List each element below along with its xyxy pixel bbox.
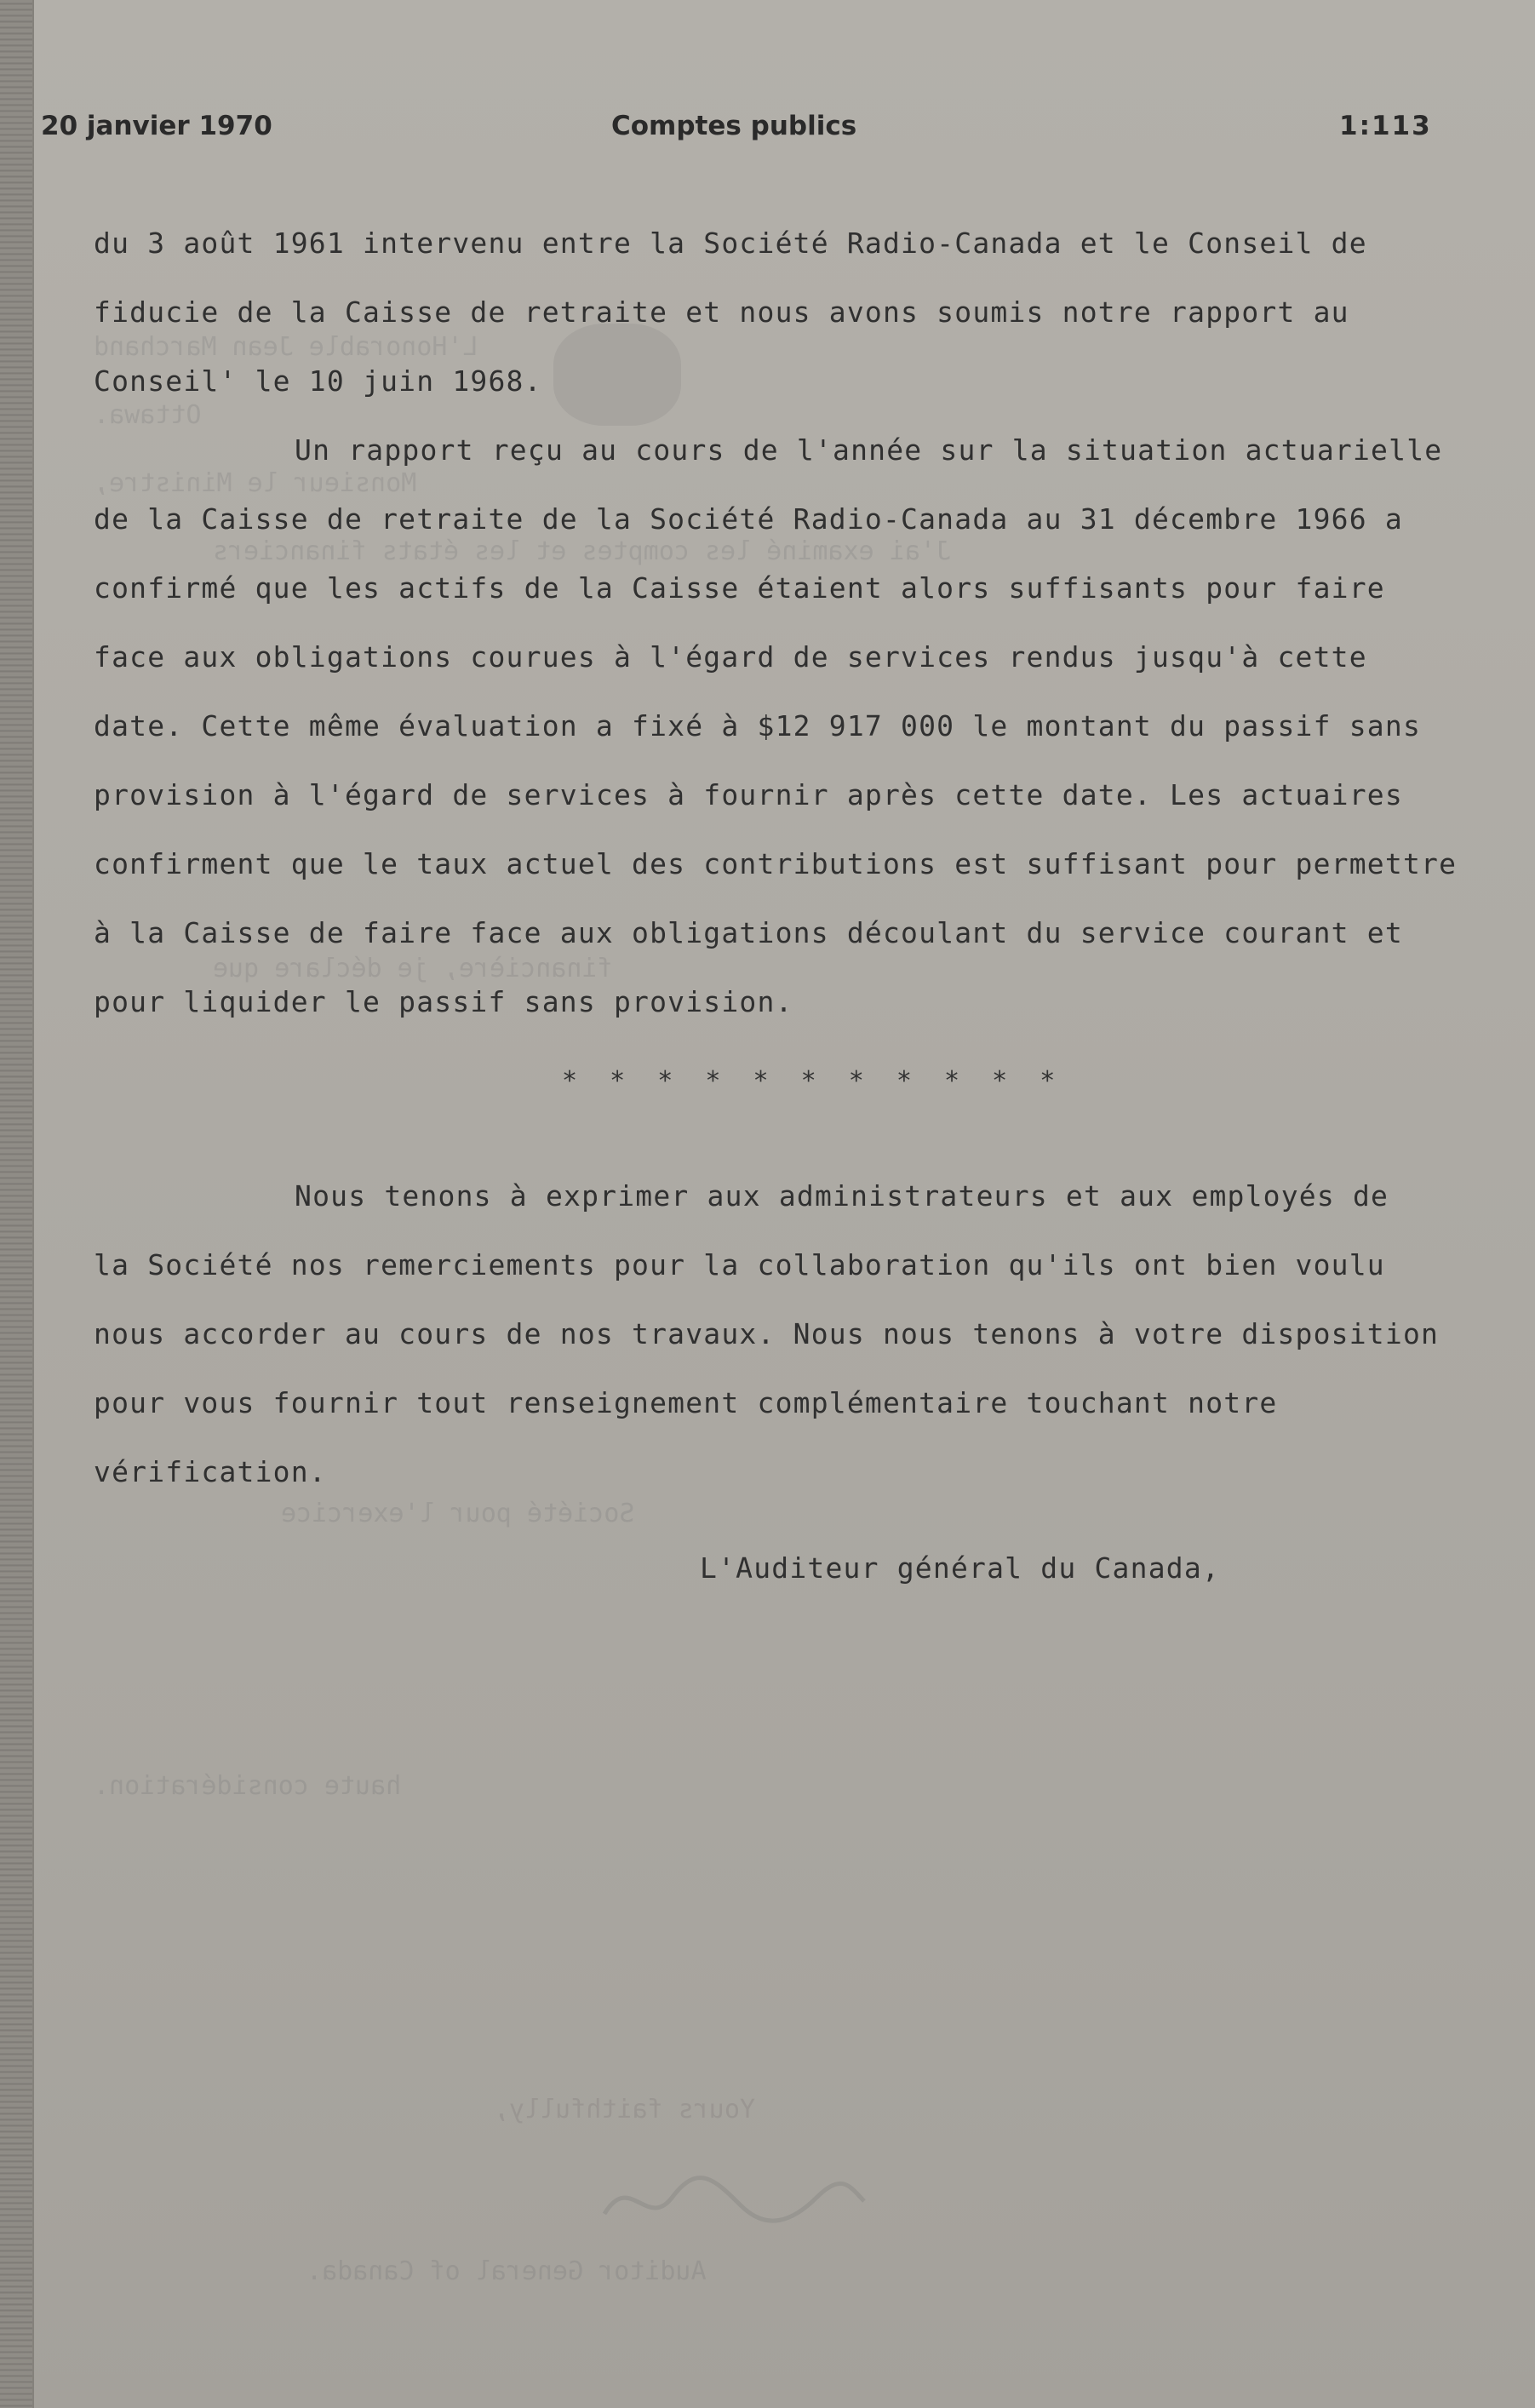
paragraph-2-line: confirment que le taux actuel des contributions est suffisant pour permettre (94, 847, 1458, 880)
header-date: 20 janvier 1970 (41, 111, 272, 141)
paragraph-3-line: nous accorder au cours de nos travaux. Nous nous tenons à votre disposition (94, 1317, 1440, 1350)
page-header (32, 111, 1535, 153)
section-separator: * * * * * * * * * * * (562, 1066, 1064, 1096)
show-through-text: Yours faithfully, (494, 2095, 756, 2124)
paragraph-3-line: pour vous fournir tout renseignement complémentaire touchant notre (94, 1386, 1278, 1419)
paragraph-2-line: date. Cette même évaluation a fixé à $12 917 000 le montant du passif sans (94, 709, 1422, 742)
paragraph-2-line: provision à l'égard de services à fournir après cette date. Les actuaires (94, 778, 1403, 811)
show-through-text: J'ai examiné les comptes et les états financiers (213, 536, 951, 566)
header-page-number: 1:113 (1339, 111, 1432, 141)
show-through-text: financière, je déclare que (213, 954, 613, 983)
show-through-text: L'Honorable Jean Marchand (94, 332, 478, 362)
body-text (94, 209, 1458, 1036)
paragraph-1-line: Conseil' le 10 juin 1968. (94, 364, 542, 398)
paragraph-2-line: de la Caisse de retraite de la Société Radio-Canada au 31 décembre 1966 a (94, 502, 1403, 536)
paragraph-2-line: à la Caisse de faire face aux obligations découlant du service courant et (94, 916, 1403, 949)
paragraph-2-line: face aux obligations courues à l'égard de services rendus jusqu'à cette (94, 640, 1367, 674)
paragraph-3-line: la Société nos remerciements pour la collaboration qu'ils ont bien voulu (94, 1248, 1385, 1281)
binding-edge (0, 0, 34, 2408)
header-title: Comptes publics (611, 111, 857, 141)
paragraph-3-line: Nous tenons à exprimer aux administrateurs et aux employés de (295, 1179, 1389, 1213)
signature-line: L'Auditeur général du Canada, (700, 1551, 1220, 1585)
show-through-signature (596, 2163, 868, 2239)
show-through-text: Auditor General of Canada. (306, 2256, 707, 2286)
paragraph-1-line: du 3 août 1961 intervenu entre la Société Radio-Canada et le Conseil de (94, 226, 1367, 260)
paragraph-3-line: vérification. (94, 1455, 327, 1488)
show-through-text: Monsieur le Ministre, (94, 468, 417, 498)
paragraph-2-line: confirmé que les actifs de la Caisse étaient alors suffisants pour faire (94, 571, 1385, 605)
show-through-text: haute considération. (94, 1771, 402, 1801)
show-through-text: Ottawa. (94, 400, 202, 430)
paragraph-1-line: fiducie de la Caisse de retraite et nous avons soumis notre rapport au (94, 295, 1349, 329)
show-through-text: Société pour l'exercice (281, 1499, 635, 1528)
closing-paragraph (94, 1161, 1440, 1506)
paragraph-2-line: pour liquider le passif sans provision. (94, 985, 793, 1018)
paragraph-2-line: Un rapport reçu au cours de l'année sur la situation actuarielle (295, 433, 1443, 467)
